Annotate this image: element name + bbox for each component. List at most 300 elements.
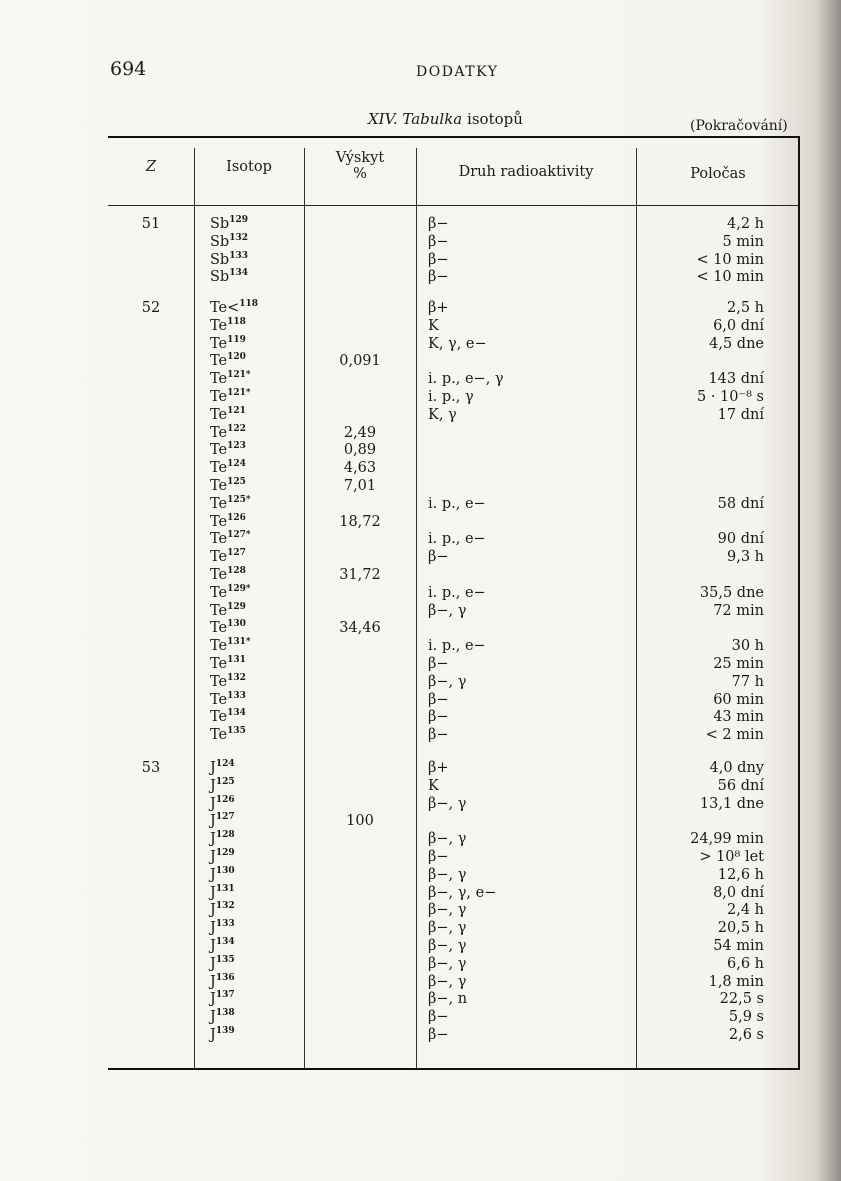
element-symbol: J <box>210 937 216 954</box>
mass-number: 121 <box>227 405 246 416</box>
decay-column <box>428 300 636 745</box>
abundance-cell <box>304 920 416 938</box>
mass-number: 118 <box>239 299 259 309</box>
halflife-cell: 60 min <box>713 691 764 708</box>
abundance-column <box>304 760 416 1045</box>
decay-cell: β−, γ <box>428 673 467 690</box>
abundance-cell <box>304 531 416 549</box>
z-number: 51 <box>141 216 161 232</box>
halflife-cell: 8,0 dní <box>713 884 764 901</box>
decay-cell: β−, γ <box>428 937 467 954</box>
halflife-cell: 35,5 dne <box>699 584 764 601</box>
column-divider <box>194 148 195 1068</box>
halflife-cell: 143 dní <box>708 371 764 388</box>
halflife-cell <box>636 478 764 496</box>
header-halflife: Poločas <box>690 166 746 182</box>
halflife-cell: 6,0 dní <box>713 317 764 334</box>
mass-number: 119 <box>227 334 246 345</box>
mass-number: 128 <box>227 565 246 576</box>
element-symbol: Te <box>210 531 228 548</box>
mass-number: 127 <box>215 812 235 823</box>
halflife-cell: 77 h <box>731 673 764 690</box>
mass-number: 130 <box>215 865 235 876</box>
mass-number: 136 <box>215 972 235 983</box>
isotope-cell <box>210 252 304 270</box>
mass-number: 125 <box>215 776 235 787</box>
halflife-cell <box>636 425 764 443</box>
mass-number: 135 <box>215 954 235 965</box>
element-symbol: Sb <box>210 233 230 250</box>
abundance-column <box>304 300 416 745</box>
isotope-cell <box>210 216 304 234</box>
caption-prefix: XIV. <box>368 110 398 128</box>
isotope-cell <box>210 234 304 252</box>
decay-cell: β− <box>428 655 449 672</box>
caption-rest: isotopů <box>467 110 523 128</box>
element-symbol: Te <box>210 388 228 405</box>
halflife-cell: 2,5 h <box>726 300 764 316</box>
abundance-cell <box>304 831 416 849</box>
isotope-cell <box>210 1027 304 1045</box>
abundance-cell <box>304 603 416 621</box>
halflife-cell: 4,0 dny <box>709 760 764 776</box>
abundance-cell <box>304 389 416 407</box>
abundance-cell <box>304 902 416 920</box>
decay-cell: β−, γ <box>428 902 467 919</box>
decay-cell: β− <box>428 709 449 726</box>
element-symbol: Te <box>210 638 228 655</box>
mass-number: 123 <box>227 441 246 452</box>
decay-cell <box>428 514 636 532</box>
mass-number: 131 <box>215 883 235 894</box>
mass-number: 128 <box>215 830 235 841</box>
halflife-cell: 2,4 h <box>726 902 764 919</box>
element-symbol: J <box>210 902 216 919</box>
element-symbol: Sb <box>210 251 230 268</box>
abundance-cell <box>304 727 416 745</box>
mass-number: 122 <box>227 423 246 434</box>
mass-number: 133 <box>229 250 249 261</box>
isotope-cell <box>210 1009 304 1027</box>
halflife-cell <box>636 514 764 532</box>
halflife-cell: 43 min <box>713 709 764 726</box>
isotope-cell <box>210 813 304 831</box>
abundance-cell <box>304 867 416 885</box>
element-symbol: Te <box>210 709 228 726</box>
isotope-cell <box>210 902 304 920</box>
isotope-cell <box>210 496 304 514</box>
abundance-cell: 34,46 <box>339 620 381 637</box>
abundance-cell <box>304 216 416 234</box>
decay-cell: β− <box>428 848 449 865</box>
abundance-cell <box>304 778 416 796</box>
isotope-cell <box>210 974 304 992</box>
halflife-cell <box>636 813 764 831</box>
z-number: 53 <box>141 760 161 776</box>
element-symbol: Te <box>210 566 228 583</box>
element-symbol: Te <box>210 655 228 672</box>
abundance-cell <box>304 1027 416 1045</box>
abundance-cell <box>304 585 416 603</box>
mass-number: 125* <box>227 494 251 505</box>
halflife-cell <box>636 620 764 638</box>
decay-cell: K, γ, e− <box>428 335 487 352</box>
mass-number: 126 <box>227 512 246 523</box>
element-symbol: J <box>210 920 216 937</box>
element-symbol: Te <box>210 353 228 370</box>
halflife-cell: 56 dní <box>717 777 764 794</box>
mass-number: 134 <box>215 936 235 947</box>
abundance-cell: 4,63 <box>343 460 377 477</box>
element-symbol: J <box>210 1026 216 1043</box>
halflife-cell: 30 h <box>731 638 764 655</box>
isotope-cell <box>210 778 304 796</box>
mass-number: 121* <box>227 387 251 398</box>
decay-cell: K <box>428 777 439 794</box>
isotope-cell <box>210 849 304 867</box>
abundance-cell: 0,89 <box>343 442 377 459</box>
element-symbol: Te <box>210 602 228 619</box>
halflife-cell: 2,6 s <box>728 1026 764 1043</box>
halflife-cell: < 10 min <box>696 251 764 268</box>
element-symbol: Te <box>210 406 228 423</box>
isotope-cell <box>210 389 304 407</box>
mass-number: 118 <box>227 316 246 327</box>
abundance-cell <box>304 849 416 867</box>
element-symbol: Sb <box>210 216 230 232</box>
isotope-cell <box>210 514 304 532</box>
isotope-cell <box>210 796 304 814</box>
isotope-cell <box>210 938 304 956</box>
decay-cell: i. p., e− <box>428 638 486 655</box>
decay-cell: K, γ <box>428 406 457 423</box>
isotope-cell <box>210 407 304 425</box>
halflife-cell: < 2 min <box>705 727 764 744</box>
halflife-column <box>636 300 764 745</box>
decay-cell: β−, γ <box>428 973 467 990</box>
page-number: 694 <box>110 58 147 80</box>
decay-cell <box>428 442 636 460</box>
decay-cell: β− <box>428 727 449 744</box>
isotope-cell <box>210 425 304 443</box>
halflife-cell: 6,6 h <box>726 955 764 972</box>
halflife-cell: < 10 min <box>696 269 764 286</box>
abundance-column <box>304 216 416 287</box>
mass-number: 138 <box>215 1008 235 1019</box>
element-symbol: Te <box>210 691 228 708</box>
running-head: DODATKY <box>416 64 499 80</box>
decay-cell <box>428 620 636 638</box>
abundance-cell: 2,49 <box>343 424 377 441</box>
abundance-cell <box>304 760 416 778</box>
mass-number: 131* <box>227 637 251 648</box>
isotope-column <box>210 760 304 1045</box>
mass-number: 132 <box>227 672 246 683</box>
decay-cell <box>428 425 636 443</box>
isotope-cell <box>210 920 304 938</box>
decay-cell: β− <box>428 1009 449 1026</box>
header-abundance <box>304 150 416 182</box>
mass-number: 132 <box>229 232 249 243</box>
isotope-cell <box>210 442 304 460</box>
halflife-cell: 58 dní <box>717 495 764 512</box>
mass-number: 129 <box>227 601 246 612</box>
mass-number: 127* <box>227 530 251 541</box>
abundance-cell <box>304 638 416 656</box>
isotope-cell <box>210 603 304 621</box>
decay-cell: β− <box>428 549 449 566</box>
mass-number: 129* <box>227 583 251 594</box>
decay-column <box>428 760 636 1045</box>
element-symbol: J <box>210 1009 216 1026</box>
abundance-cell <box>304 974 416 992</box>
element-symbol: J <box>210 991 216 1008</box>
isotope-cell <box>210 531 304 549</box>
header-abundance-line1: Výskyt <box>335 150 385 166</box>
element-symbol: Te <box>210 513 228 530</box>
element-symbol: J <box>210 813 216 830</box>
mass-number: 134 <box>229 268 249 279</box>
element-symbol: J <box>210 866 216 883</box>
mass-number: 131 <box>227 654 246 665</box>
header-z: Z <box>145 159 157 175</box>
mass-number: 124 <box>227 459 246 470</box>
decay-cell: i. p., e− <box>428 531 486 548</box>
element-symbol: J <box>210 831 216 848</box>
abundance-cell <box>304 300 416 318</box>
element-symbol: Te< <box>210 300 240 316</box>
element-symbol: J <box>210 777 216 794</box>
decay-cell <box>428 353 636 371</box>
halflife-cell: 72 min <box>713 602 764 619</box>
decay-cell: β− <box>428 251 449 268</box>
mass-number: 133 <box>215 919 235 930</box>
decay-cell: β− <box>428 691 449 708</box>
decay-cell: β+ <box>428 760 449 776</box>
isotope-column <box>210 216 304 287</box>
decay-cell: β+ <box>428 300 449 316</box>
halflife-cell: 5 · 10⁻⁸ s <box>696 388 764 405</box>
column-divider <box>416 148 417 1068</box>
halflife-cell: 9,3 h <box>726 549 764 566</box>
abundance-cell <box>304 234 416 252</box>
abundance-cell <box>304 991 416 1009</box>
mass-number: 127 <box>227 548 246 559</box>
decay-cell <box>428 813 636 831</box>
isotope-cell <box>210 656 304 674</box>
halflife-cell: 90 dní <box>717 531 764 548</box>
isotope-cell <box>210 709 304 727</box>
isotope-cell <box>210 371 304 389</box>
abundance-cell <box>304 269 416 287</box>
element-symbol: Te <box>210 424 228 441</box>
halflife-cell: 25 min <box>713 655 764 672</box>
decay-cell <box>428 460 636 478</box>
element-symbol: J <box>210 955 216 972</box>
abundance-cell <box>304 371 416 389</box>
isotope-cell <box>210 269 304 287</box>
table-caption <box>368 110 523 128</box>
halflife-cell: 17 dní <box>717 406 764 423</box>
isotope-cell <box>210 692 304 710</box>
isotope-cell <box>210 831 304 849</box>
halflife-cell <box>636 353 764 371</box>
abundance-cell <box>304 549 416 567</box>
halflife-cell: 4,2 h <box>726 216 764 232</box>
abundance-cell <box>304 885 416 903</box>
isotope-cell <box>210 460 304 478</box>
isotope-cell <box>210 585 304 603</box>
isotope-cell <box>210 478 304 496</box>
isotope-cell <box>210 549 304 567</box>
decay-cell: β−, n <box>428 991 468 1008</box>
element-symbol: Te <box>210 317 228 334</box>
abundance-cell <box>304 938 416 956</box>
isotope-cell <box>210 760 304 778</box>
abundance-cell <box>304 692 416 710</box>
z-value <box>108 216 194 234</box>
isotope-cell <box>210 956 304 974</box>
isotope-cell <box>210 336 304 354</box>
element-symbol: Te <box>210 335 228 352</box>
mass-number: 124 <box>215 759 235 769</box>
decay-cell: β−, γ <box>428 920 467 937</box>
header-abundance-line2: % <box>353 166 367 182</box>
decay-cell <box>428 567 636 585</box>
element-symbol: Te <box>210 460 228 477</box>
decay-cell: i. p., e− <box>428 495 486 512</box>
halflife-cell <box>636 442 764 460</box>
abundance-cell: 31,72 <box>339 566 381 583</box>
halflife-cell: > 10⁸ let <box>699 848 764 865</box>
decay-cell: β−, γ <box>428 795 467 812</box>
halflife-cell: 5,9 s <box>728 1009 764 1026</box>
element-symbol: J <box>210 884 216 901</box>
mass-number: 139 <box>215 1025 235 1036</box>
decay-cell: β−, γ, e− <box>428 884 497 901</box>
isotope-cell <box>210 300 304 318</box>
abundance-cell <box>304 656 416 674</box>
mass-number: 125 <box>227 476 246 487</box>
abundance-cell <box>304 318 416 336</box>
halflife-cell: 24,99 min <box>690 831 764 848</box>
isotope-cell <box>210 620 304 638</box>
continued-note: (Pokračování) <box>690 118 788 134</box>
decay-cell: β− <box>428 216 449 232</box>
isotope-cell <box>210 318 304 336</box>
isotope-cell <box>210 867 304 885</box>
halflife-cell: 13,1 dne <box>699 795 764 812</box>
mass-number: 126 <box>215 794 235 805</box>
element-symbol: J <box>210 973 216 990</box>
mass-number: 134 <box>227 708 246 719</box>
abundance-cell <box>304 496 416 514</box>
header-decay: Druh radioaktivity <box>458 164 594 180</box>
decay-cell: β− <box>428 269 449 286</box>
caption-italic: Tabulka <box>402 110 463 128</box>
halflife-cell: 1,8 min <box>708 973 764 990</box>
abundance-cell: 0,091 <box>339 353 381 370</box>
halflife-cell: 4,5 dne <box>709 335 764 352</box>
decay-cell <box>428 478 636 496</box>
abundance-cell <box>304 674 416 692</box>
element-symbol: Te <box>210 371 228 388</box>
z-number: 52 <box>141 300 161 316</box>
decay-cell: β−, γ <box>428 602 467 619</box>
abundance-cell: 7,01 <box>343 477 377 494</box>
isotope-cell <box>210 638 304 656</box>
decay-cell: β−, γ <box>428 955 467 972</box>
header-separator <box>108 205 798 206</box>
abundance-cell: 100 <box>346 813 374 830</box>
halflife-column <box>636 216 764 287</box>
element-symbol: Sb <box>210 269 230 286</box>
element-symbol: Te <box>210 727 228 744</box>
decay-cell: i. p., e−, γ <box>428 371 504 388</box>
mass-number: 132 <box>215 901 235 912</box>
halflife-cell <box>636 460 764 478</box>
element-symbol: J <box>210 795 216 812</box>
isotope-cell <box>210 674 304 692</box>
abundance-cell <box>304 336 416 354</box>
mass-number: 133 <box>227 690 246 701</box>
element-symbol: Te <box>210 495 228 512</box>
element-symbol: J <box>210 848 216 865</box>
mass-number: 129 <box>229 215 249 225</box>
halflife-column <box>636 760 764 1045</box>
element-symbol: Te <box>210 584 228 601</box>
isotope-cell <box>210 885 304 903</box>
element-symbol: Te <box>210 673 228 690</box>
decay-cell: K <box>428 317 439 334</box>
abundance-cell <box>304 956 416 974</box>
isotope-cell <box>210 567 304 585</box>
mass-number: 130 <box>227 619 246 630</box>
element-symbol: Te <box>210 620 228 637</box>
decay-cell: β− <box>428 1026 449 1043</box>
header-isotope: Isotop <box>226 159 272 175</box>
halflife-cell <box>636 567 764 585</box>
element-symbol: J <box>210 760 216 776</box>
abundance-cell <box>304 796 416 814</box>
mass-number: 120 <box>227 352 246 363</box>
decay-cell: β− <box>428 233 449 250</box>
abundance-cell <box>304 407 416 425</box>
halflife-cell: 22,5 s <box>719 991 764 1008</box>
halflife-cell: 20,5 h <box>717 920 764 937</box>
abundance-cell <box>304 709 416 727</box>
decay-cell: β−, γ <box>428 866 467 883</box>
element-symbol: Te <box>210 477 228 494</box>
element-symbol: Te <box>210 442 228 459</box>
isotope-cell <box>210 353 304 371</box>
element-symbol: Te <box>210 549 228 566</box>
abundance-cell <box>304 1009 416 1027</box>
abundance-cell: 18,72 <box>339 513 381 530</box>
decay-column <box>428 216 636 287</box>
isotope-cell <box>210 991 304 1009</box>
isotope-column <box>210 300 304 745</box>
z-value <box>108 300 194 318</box>
mass-number: 135 <box>227 726 246 737</box>
z-value <box>108 760 194 778</box>
halflife-cell: 54 min <box>713 937 764 954</box>
mass-number: 137 <box>215 990 235 1001</box>
mass-number: 129 <box>215 847 235 858</box>
halflife-cell: 12,6 h <box>717 866 764 883</box>
halflife-cell: 5 min <box>722 233 764 250</box>
mass-number: 121* <box>227 370 251 381</box>
